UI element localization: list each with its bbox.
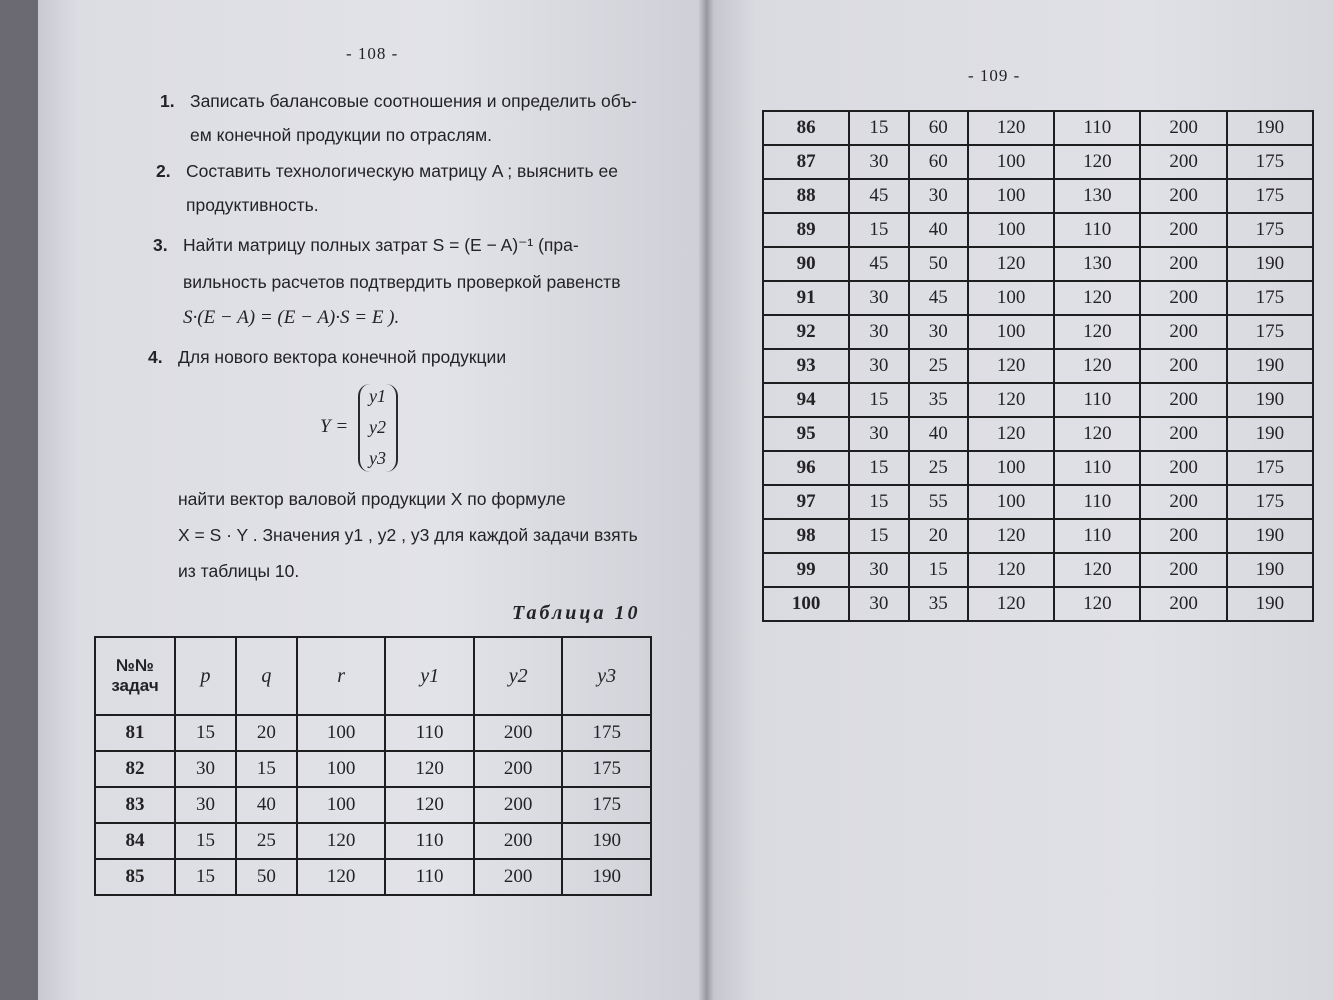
table-cell: 130 <box>1054 179 1140 213</box>
task-number-cell: 99 <box>763 553 849 587</box>
table-cell: 15 <box>909 553 968 587</box>
table-cell: 175 <box>1227 281 1313 315</box>
item-number: 4. <box>148 347 163 367</box>
table-cell: 120 <box>1054 349 1140 383</box>
table-cell: 175 <box>562 751 651 787</box>
table-cell: 190 <box>1227 247 1313 281</box>
table-cell: 200 <box>1140 485 1226 519</box>
table-cell: 200 <box>474 859 563 895</box>
table-cell: 175 <box>1227 179 1313 213</box>
table-cell: 60 <box>909 111 968 145</box>
table-cell: 175 <box>1227 315 1313 349</box>
table-cell: 200 <box>1140 315 1226 349</box>
table-cell: 100 <box>968 281 1054 315</box>
task-number-cell: 92 <box>763 315 849 349</box>
table-cell: 120 <box>968 519 1054 553</box>
table-cell: 110 <box>1054 111 1140 145</box>
table-cell: 190 <box>1227 383 1313 417</box>
table-cell: 120 <box>385 787 474 823</box>
header-y2: y2 <box>474 637 563 715</box>
table-cell: 190 <box>1227 519 1313 553</box>
table-cell: 200 <box>1140 417 1226 451</box>
table-cell: 20 <box>909 519 968 553</box>
task-number-cell: 85 <box>95 859 175 895</box>
table-cell: 100 <box>297 751 386 787</box>
table-cell: 45 <box>849 247 908 281</box>
table-cell: 120 <box>1054 281 1140 315</box>
table-row <box>95 823 651 859</box>
table-cell: 15 <box>236 751 297 787</box>
table-cell: 30 <box>849 587 908 621</box>
task-item-3 <box>153 228 653 332</box>
table-cell: 15 <box>849 519 908 553</box>
table-cell: 35 <box>909 587 968 621</box>
table-cell: 190 <box>1227 553 1313 587</box>
table-row <box>763 281 1313 315</box>
table-cell: 120 <box>968 247 1054 281</box>
table-row <box>763 553 1313 587</box>
table-cell: 50 <box>909 247 968 281</box>
table-cell: 15 <box>175 859 236 895</box>
task-number-cell: 89 <box>763 213 849 247</box>
table-cell: 120 <box>968 349 1054 383</box>
header-y1: y1 <box>385 637 474 715</box>
header-r: r <box>297 637 386 715</box>
table-cell: 200 <box>474 787 563 823</box>
table-cell: 15 <box>849 485 908 519</box>
task-number-cell: 100 <box>763 587 849 621</box>
item-line: Для нового вектора конечной продукции <box>178 347 507 367</box>
table-cell: 110 <box>385 823 474 859</box>
table-cell: 55 <box>909 485 968 519</box>
task-number-cell: 95 <box>763 417 849 451</box>
table-cell: 30 <box>849 145 908 179</box>
book-gutter <box>698 0 714 1000</box>
vector-entry: y1 <box>369 386 386 406</box>
table-cell: 175 <box>562 715 651 751</box>
table-cell: 200 <box>1140 587 1226 621</box>
table-cell: 15 <box>175 823 236 859</box>
table-cell: 45 <box>849 179 908 213</box>
table-cell: 200 <box>474 715 563 751</box>
task-item-2 <box>156 154 656 224</box>
table-cell: 120 <box>968 553 1054 587</box>
task-number-cell: 91 <box>763 281 849 315</box>
table-cell: 100 <box>297 787 386 823</box>
task-number-cell: 94 <box>763 383 849 417</box>
table-cell: 120 <box>968 417 1054 451</box>
table-cell: 175 <box>1227 145 1313 179</box>
table-cell: 120 <box>385 751 474 787</box>
table-cell: 40 <box>236 787 297 823</box>
table-cell: 200 <box>474 751 563 787</box>
table-cell: 120 <box>968 111 1054 145</box>
data-table-left <box>94 636 652 896</box>
table-cell: 200 <box>1140 349 1226 383</box>
table-cell: 120 <box>1054 315 1140 349</box>
table-cell: 110 <box>1054 485 1140 519</box>
table-cell: 15 <box>175 715 236 751</box>
table-cell: 100 <box>968 213 1054 247</box>
table-cell: 25 <box>909 451 968 485</box>
task-number-cell: 82 <box>95 751 175 787</box>
table-cell: 100 <box>968 315 1054 349</box>
item-formula: S·(E − A) = (E − A)·S = E ). <box>183 307 400 328</box>
table-cell: 40 <box>909 213 968 247</box>
table-cell: 175 <box>562 787 651 823</box>
header-task-number: №№ задач <box>95 637 175 715</box>
item-line: вильность расчетов подтвердить проверкой равенств <box>183 272 621 292</box>
table-cell: 175 <box>1227 485 1313 519</box>
item-line: Записать балансовые соотношения и определить объ- <box>190 91 637 111</box>
table-cell: 200 <box>1140 553 1226 587</box>
table-cell: 190 <box>1227 587 1313 621</box>
table-cell: 30 <box>909 179 968 213</box>
table-cell: 200 <box>1140 281 1226 315</box>
table-cell: 200 <box>474 823 563 859</box>
table-row <box>763 145 1313 179</box>
table-cell: 30 <box>849 349 908 383</box>
table-cell: 15 <box>849 383 908 417</box>
table-cell: 40 <box>909 417 968 451</box>
table-header-row <box>95 637 651 715</box>
table-row <box>763 485 1313 519</box>
table-cell: 200 <box>1140 383 1226 417</box>
task-number-cell: 84 <box>95 823 175 859</box>
table-row <box>763 587 1313 621</box>
task-number-cell: 97 <box>763 485 849 519</box>
task-item-1 <box>160 84 660 154</box>
table-cell: 120 <box>968 383 1054 417</box>
table-cell: 190 <box>1227 349 1313 383</box>
table-cell: 30 <box>175 751 236 787</box>
table-cell: 190 <box>562 823 651 859</box>
table-cell: 60 <box>909 145 968 179</box>
item-number: 1. <box>160 91 175 111</box>
table-cell: 15 <box>849 111 908 145</box>
table-cell: 120 <box>1054 587 1140 621</box>
vector-description <box>148 482 658 592</box>
page-number-left: - 108 - <box>346 44 399 63</box>
table-cell: 30 <box>849 315 908 349</box>
item-line: ем конечной продукции по отраслям. <box>190 125 493 145</box>
table-cell: 100 <box>968 145 1054 179</box>
table-cell: 200 <box>1140 213 1226 247</box>
vector-entry: y3 <box>369 448 386 468</box>
table-cell: 30 <box>849 553 908 587</box>
data-table-right <box>762 110 1314 622</box>
table-cell: 30 <box>909 315 968 349</box>
item-line: продуктивность. <box>186 195 319 215</box>
task-number-cell: 93 <box>763 349 849 383</box>
task-number-cell: 81 <box>95 715 175 751</box>
table-cell: 120 <box>297 859 386 895</box>
table-row <box>763 179 1313 213</box>
page-number-right: - 109 - <box>968 66 1021 85</box>
vector-entry: y2 <box>369 417 386 437</box>
text-line: найти вектор валовой продукции X по формуле <box>178 489 566 509</box>
vector-lhs: Y = <box>320 416 349 437</box>
table-cell: 100 <box>968 179 1054 213</box>
table-cell: 25 <box>909 349 968 383</box>
item-line: Найти матрицу полных затрат S = (E − A)⁻¹ (пра- <box>183 235 579 255</box>
table-row <box>763 315 1313 349</box>
text-line: X = S · Y . Значения y1 , y2 , y3 для каждой задачи взять <box>178 525 638 545</box>
table-cell: 200 <box>1140 179 1226 213</box>
task-item-4 <box>148 340 648 376</box>
table-row <box>763 213 1313 247</box>
table-row <box>95 715 651 751</box>
table-cell: 100 <box>968 485 1054 519</box>
task-number-cell: 87 <box>763 145 849 179</box>
table-cell: 110 <box>1054 519 1140 553</box>
vector-bracket <box>358 384 398 472</box>
table-cell: 30 <box>175 787 236 823</box>
item-line: Составить технологическую матрицу A ; выяснить ее <box>186 161 618 181</box>
vector-y <box>320 384 440 476</box>
table-row <box>763 247 1313 281</box>
table-row <box>763 383 1313 417</box>
table-cell: 200 <box>1140 111 1226 145</box>
table-cell: 175 <box>1227 213 1313 247</box>
table-cell: 25 <box>236 823 297 859</box>
table-cell: 30 <box>849 417 908 451</box>
table-caption: Таблица 10 <box>512 602 641 624</box>
table-cell: 200 <box>1140 247 1226 281</box>
table-cell: 190 <box>562 859 651 895</box>
table-cell: 30 <box>849 281 908 315</box>
table-cell: 120 <box>1054 417 1140 451</box>
table-cell: 110 <box>385 859 474 895</box>
table-cell: 120 <box>1054 145 1140 179</box>
table-row <box>763 519 1313 553</box>
table-cell: 110 <box>1054 383 1140 417</box>
table-cell: 50 <box>236 859 297 895</box>
table-cell: 200 <box>1140 451 1226 485</box>
task-number-cell: 83 <box>95 787 175 823</box>
task-number-cell: 98 <box>763 519 849 553</box>
table-cell: 190 <box>1227 111 1313 145</box>
table-row <box>763 349 1313 383</box>
table-row <box>95 859 651 895</box>
header-p: p <box>175 637 236 715</box>
item-number: 3. <box>153 235 168 255</box>
task-number-cell: 86 <box>763 111 849 145</box>
table-cell: 20 <box>236 715 297 751</box>
table-cell: 45 <box>909 281 968 315</box>
table-cell: 35 <box>909 383 968 417</box>
header-y3: y3 <box>562 637 651 715</box>
table-cell: 175 <box>1227 451 1313 485</box>
item-number: 2. <box>156 161 171 181</box>
table-row <box>763 417 1313 451</box>
table-cell: 15 <box>849 213 908 247</box>
table-cell: 120 <box>1054 553 1140 587</box>
task-number-cell: 88 <box>763 179 849 213</box>
table-cell: 200 <box>1140 145 1226 179</box>
table-row <box>95 751 651 787</box>
text-line: из таблицы 10. <box>178 561 300 581</box>
table-cell: 190 <box>1227 417 1313 451</box>
table-cell: 110 <box>385 715 474 751</box>
task-number-cell: 90 <box>763 247 849 281</box>
header-q: q <box>236 637 297 715</box>
table-cell: 200 <box>1140 519 1226 553</box>
table-row <box>763 451 1313 485</box>
table-cell: 130 <box>1054 247 1140 281</box>
table-cell: 100 <box>968 451 1054 485</box>
table-cell: 110 <box>1054 451 1140 485</box>
table-cell: 110 <box>1054 213 1140 247</box>
task-number-cell: 96 <box>763 451 849 485</box>
table-cell: 15 <box>849 451 908 485</box>
table-cell: 120 <box>968 587 1054 621</box>
table-cell: 100 <box>297 715 386 751</box>
table-row <box>763 111 1313 145</box>
table-row <box>95 787 651 823</box>
table-cell: 120 <box>297 823 386 859</box>
